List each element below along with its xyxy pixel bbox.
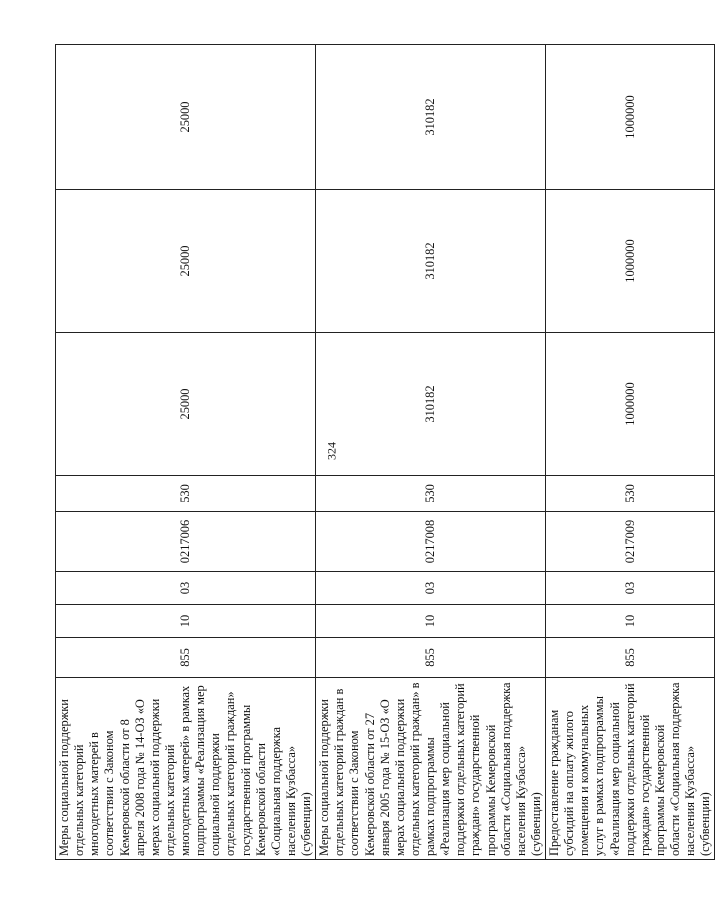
row-description: Предоставление гражданам субсидий на оплату жилого помещения и коммунальных услуг в рамках подпрограммы «Реализация мер социальной поддержки отдельных категорий граждан» государственной программы Кемеровской области «Социальная поддержка населения Кузбасса» (субвенции): [546, 678, 715, 860]
subsection-code: 03: [546, 572, 715, 605]
budget-table: [55, 44, 715, 860]
amount-year-1: 310182: [316, 333, 546, 476]
target-article-code: 0217008: [316, 512, 546, 572]
expense-type-code: 530: [546, 476, 715, 512]
ministry-code: 855: [316, 638, 546, 678]
amount-year-3: 25000: [56, 45, 316, 190]
expense-type-code: 530: [56, 476, 316, 512]
row-description: Меры социальной поддержки отдельных категорий многодетных матерей в соответствии с Законом Кемеровской области от 8 апреля 2008 года № 14-ОЗ «О мерах социальной поддержки отдельных категорий многодетных матерей» в рамках подпрограммы «Реализация мер социальной поддержки отдельных категорий граждан» государственной программы Кемеровской области «Социальная поддержка населения Кузбасса» (субвенции): [56, 678, 316, 860]
subsection-code: 03: [316, 572, 546, 605]
table-row: [546, 45, 715, 860]
amount-year-1: 1000000: [546, 333, 715, 476]
rotated-table-container: [55, 45, 713, 860]
target-article-code: 0217009: [546, 512, 715, 572]
amount-year-2: 25000: [56, 190, 316, 333]
section-code: 10: [546, 605, 715, 638]
target-article-code: 0217006: [56, 512, 316, 572]
table-row: [56, 45, 316, 860]
row-description: Меры социальной поддержки отдельных категорий граждан в соответствии с Законом Кемеровской области от 27 января 2005 года № 15-ОЗ «О мерах социальной поддержки отдельных категорий граждан» в рамках подпрограммы «Реализация мер социальной поддержки отдельных категорий граждан» государственной программы Кемеровской области «Социальная поддержка населения Кузбасса» (субвенции): [316, 678, 546, 860]
table-row: [316, 45, 546, 860]
amount-year-2: 1000000: [546, 190, 715, 333]
amount-year-3: 1000000: [546, 45, 715, 190]
amount-year-3: 310182: [316, 45, 546, 190]
amount-year-1: 25000: [56, 333, 316, 476]
ministry-code: 855: [546, 638, 715, 678]
expense-type-code: 530: [316, 476, 546, 512]
subsection-code: 03: [56, 572, 316, 605]
page-number: 324: [324, 442, 339, 460]
amount-year-2: 310182: [316, 190, 546, 333]
section-code: 10: [316, 605, 546, 638]
ministry-code: 855: [56, 638, 316, 678]
section-code: 10: [56, 605, 316, 638]
